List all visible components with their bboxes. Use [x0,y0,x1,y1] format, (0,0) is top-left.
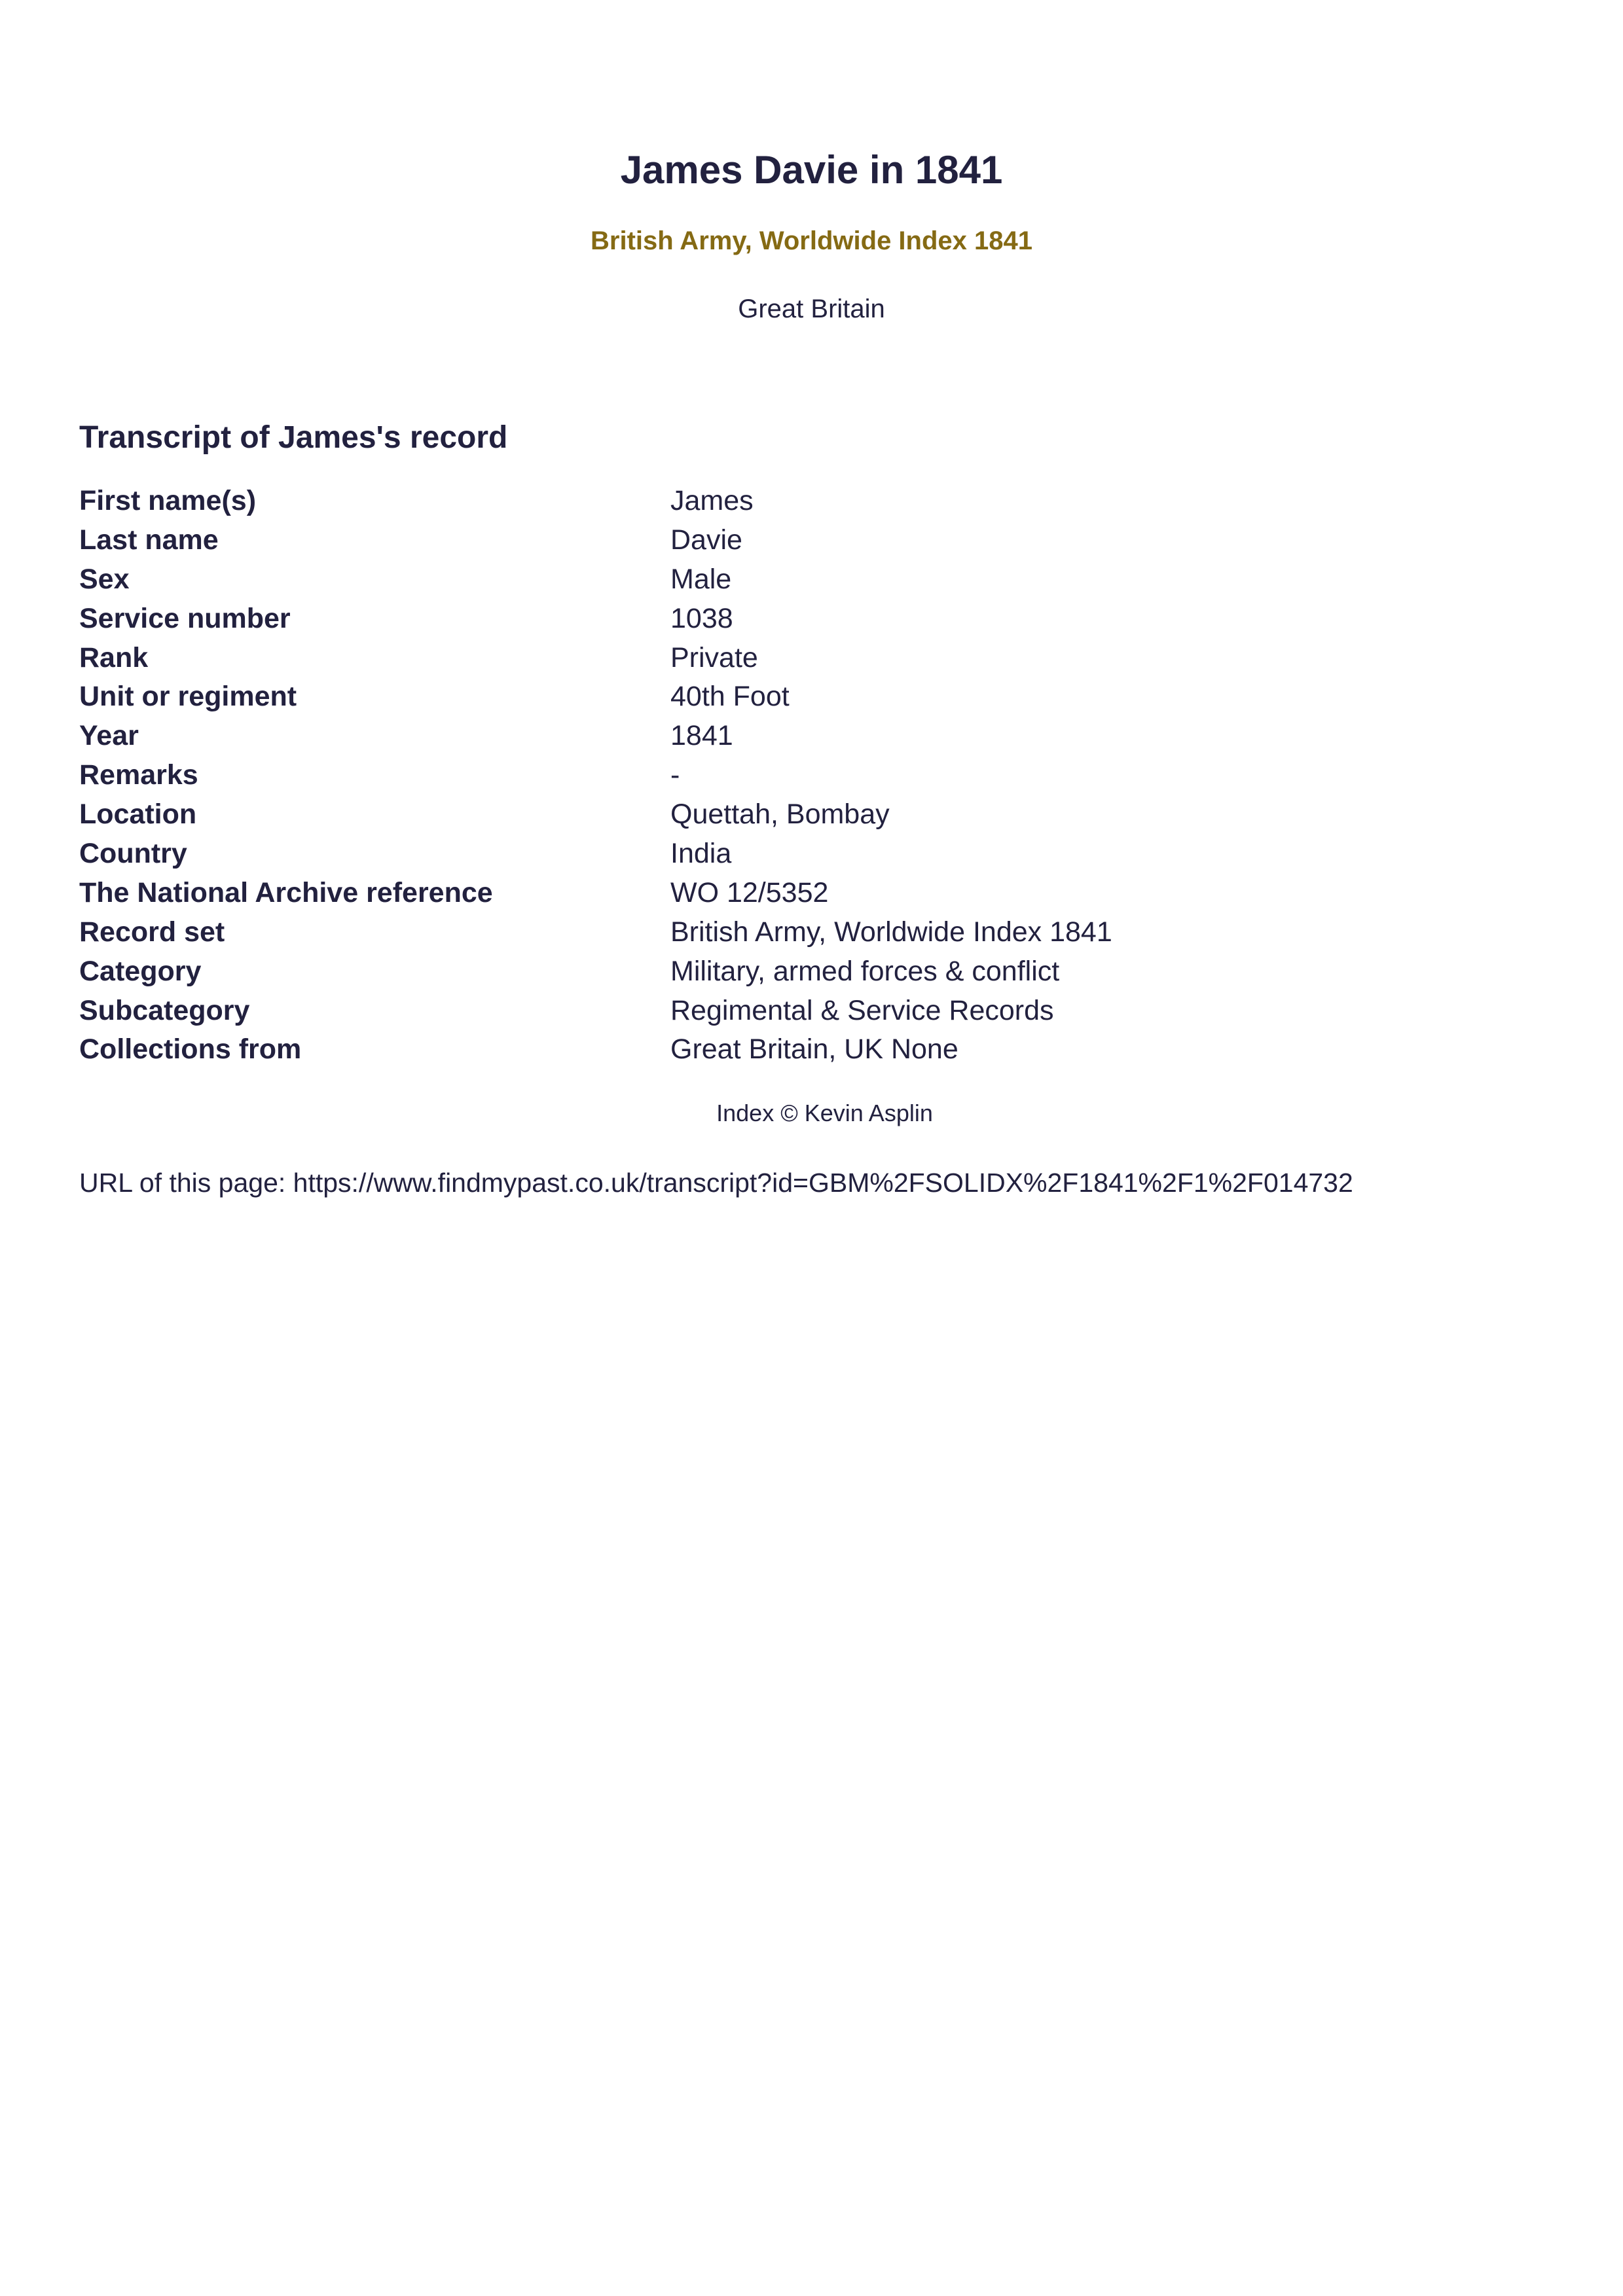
table-row [79,599,1520,638]
row-label-collections-from: Collections from [79,1033,302,1066]
row-value-sex: Male [670,563,732,595]
row-value-first-names: James [670,484,754,516]
row-value-subcategory: Regimental & Service Records [670,994,1054,1026]
table-row [79,952,1520,991]
table-row [79,638,1520,677]
row-value-location: Quettah, Bombay [670,798,890,831]
row-value-year: 1841 [670,720,733,752]
row-label-service-number: Service number [79,602,291,634]
row-value-record-set: British Army, Worldwide Index 1841 [670,916,1112,948]
row-value-rank: Private [670,641,758,673]
region-label: Great Britain [738,295,885,323]
page-title: James Davie in 1841 [620,148,1003,192]
row-label-remarks: Remarks [79,759,198,791]
row-label-last-name: Last name [79,524,219,556]
row-value-archive-reference: WO 12/5352 [670,876,829,908]
row-value-service-number: 1038 [670,602,733,634]
row-value-collections-from: Great Britain, UK None [670,1033,958,1066]
table-row [79,795,1520,834]
transcript-heading: Transcript of James's record [79,420,508,455]
row-value-remarks: - [670,759,680,791]
row-label-category: Category [79,955,202,987]
table-row [79,677,1520,716]
row-label-rank: Rank [79,641,149,673]
table-row [79,520,1520,560]
row-label-country: Country [79,837,187,869]
row-label-subcategory: Subcategory [79,994,250,1026]
table-row [79,755,1520,795]
table-row [79,1030,1520,1069]
table-row [79,716,1520,755]
record-table [79,481,1520,1069]
row-value-last-name: Davie [670,524,742,556]
index-copyright [0,1097,1623,1130]
row-value-country: India [670,837,732,869]
row-label-record-set: Record set [79,916,225,948]
row-label-location: Location [79,798,197,831]
table-row [79,834,1520,873]
table-row [79,560,1520,599]
row-label-sex: Sex [79,563,130,595]
table-row [79,912,1520,952]
row-value-unit: 40th Foot [670,681,790,713]
row-label-first-names: First name(s) [79,484,257,516]
row-value-category: Military, armed forces & conflict [670,955,1060,987]
row-label-unit: Unit or regiment [79,681,297,713]
record-set-subtitle: British Army, Worldwide Index 1841 [591,226,1032,255]
copyright-text: Index © Kevin Asplin [716,1100,933,1126]
table-row [79,481,1520,520]
row-label-year: Year [79,720,139,752]
row-label-archive-reference: The National Archive reference [79,876,493,908]
page-url-line: URL of this page: https://www.findmypast.co.uk/transcript?id=GBM%2FSOLIDX%2F1841%2F1%2F014732 [79,1168,1353,1198]
table-row [79,873,1520,912]
table-row [79,991,1520,1030]
